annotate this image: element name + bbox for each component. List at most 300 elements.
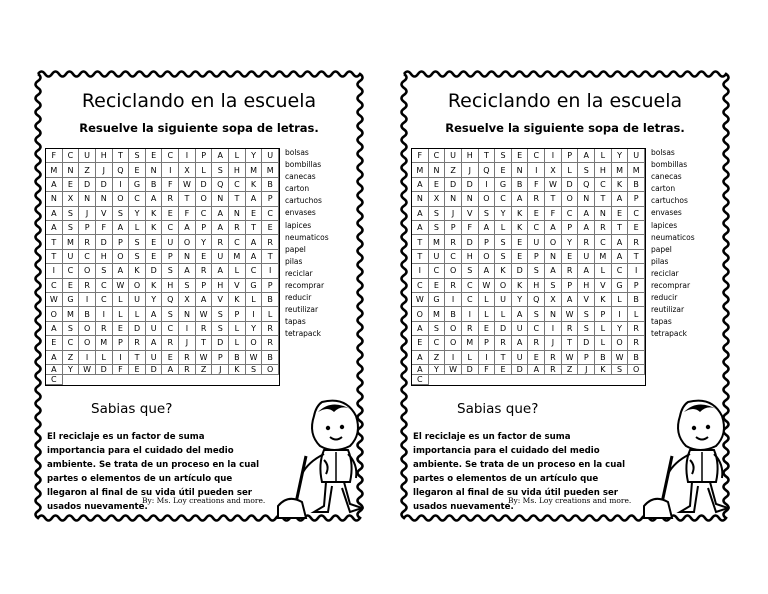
grid-cell: Y [129,207,146,221]
grid-cell: C [528,221,545,235]
grid-cell: X [429,192,446,206]
grid-cell: L [229,322,246,336]
grid-cell: R [262,235,279,249]
word-item: tapas [651,317,672,327]
grid-cell: K [595,293,612,307]
grid-cell: N [179,250,196,264]
grid-cell: L [595,322,612,336]
word-item: reutilizar [285,305,319,315]
grid-cell: I [612,307,629,321]
worksheet-title: Reciclando en la escuela [81,90,317,112]
grid-cell: A [479,264,496,278]
word-item: tetrapack [651,329,687,339]
grid-cell: Z [445,163,462,177]
grid-cell: A [612,192,629,206]
grid-cell: C [612,264,629,278]
word-item: lapices [285,220,312,230]
grid-cell: L [96,351,113,365]
grid-cell: T [562,336,579,350]
grid-cell: P [479,336,496,350]
grid-cell: P [479,235,496,249]
grid-cell: C [96,293,113,307]
grid-cell: O [479,192,496,206]
grid-cell: P [212,351,229,365]
grid-cell: C [246,264,263,278]
worksheet-subtitle: Resuelve la siguiente sopa de letras. [445,121,685,135]
grid-cell: D [129,322,146,336]
grid-cell: H [462,149,479,163]
grid-cell: A [412,207,429,221]
grid-cell: R [495,336,512,350]
grid-cell: K [146,221,163,235]
grid-cell: L [495,307,512,321]
grid-cell: W [246,351,263,365]
boy-with-broom-illustration [272,394,364,520]
grid-cell: R [562,264,579,278]
grid-cell: I [79,351,96,365]
grid-cell: P [578,351,595,365]
grid-cell: E [495,163,512,177]
grid-cell: F [528,178,545,192]
grid-cell: Y [512,293,529,307]
grid-cell: A [545,264,562,278]
grid-cell: W [113,279,130,293]
grid-cell: I [412,264,429,278]
grid-cell: W [79,365,96,375]
grid-cell: P [595,307,612,321]
grid-cell: M [429,307,446,321]
grid-cell: P [562,149,579,163]
grid-cell: J [179,336,196,350]
grid-cell: H [229,163,246,177]
grid-cell: W [412,293,429,307]
grid-cell: D [462,235,479,249]
grid-cell: Y [429,365,446,375]
grid-cell: U [212,250,229,264]
grid-cell: K [512,279,529,293]
grid-cell: C [595,235,612,249]
grid-cell: A [578,149,595,163]
grid-cell: E [146,250,163,264]
grid-cell: U [528,235,545,249]
did-you-know-heading: Sabias que? [457,401,539,417]
grid-cell: V [462,207,479,221]
grid-cell: B [79,307,96,321]
grid-cell: A [412,365,429,375]
grid-cell: Y [495,207,512,221]
grid-cell: F [545,207,562,221]
grid-cell: N [595,207,612,221]
grid-cell: N [63,163,80,177]
grid-cell: M [229,250,246,264]
grid-cell: A [612,235,629,249]
grid-cell: K [512,207,529,221]
grid-cell: S [612,365,629,375]
grid-cell: L [229,336,246,350]
grid-cell: I [179,322,196,336]
grid-cell: A [545,221,562,235]
grid-cell: P [196,221,213,235]
grid-cell: S [96,264,113,278]
grid-cell: C [196,207,213,221]
grid-cell: A [113,221,130,235]
grid-cell: E [129,365,146,375]
grid-cell: Q [528,293,545,307]
grid-cell: K [146,207,163,221]
grid-cell: S [179,279,196,293]
word-item: lapices [651,220,678,230]
did-you-know-heading: Sabias que? [91,401,173,417]
word-item: recomprar [651,281,691,291]
grid-cell: R [79,235,96,249]
grid-cell: V [212,293,229,307]
grid-cell: S [162,307,179,321]
grid-cell: D [79,178,96,192]
grid-cell: O [79,322,96,336]
grid-cell: M [63,307,80,321]
grid-cell: N [212,192,229,206]
grid-cell: O [129,279,146,293]
grid-cell: D [445,178,462,192]
grid-cell: E [113,322,130,336]
author-credit: By: Ms. Loy creations and more. [142,496,266,505]
grid-cell: A [512,192,529,206]
grid-cell: Y [562,235,579,249]
grid-cell: L [113,307,130,321]
grid-cell: L [562,163,579,177]
grid-cell: Q [578,178,595,192]
grid-cell: D [512,365,529,375]
grid-cell: O [495,279,512,293]
grid-cell: S [129,235,146,249]
grid-cell: M [46,163,63,177]
word-item: bombillas [651,160,688,170]
grid-cell: C [63,264,80,278]
grid-cell: M [246,163,263,177]
grid-cell: B [628,178,645,192]
grid-cell: E [63,178,80,192]
grid-cell: Q [162,293,179,307]
grid-cell: I [113,351,130,365]
grid-cell: W [179,178,196,192]
word-item: cartuchos [651,196,688,206]
grid-cell: C [129,192,146,206]
grid-cell: E [512,149,529,163]
grid-cell: L [229,149,246,163]
grid-cell: L [129,221,146,235]
grid-cell: U [628,149,645,163]
grid-cell: X [545,163,562,177]
grid-cell: B [628,351,645,365]
grid-cell: E [146,149,163,163]
grid-cell: N [429,163,446,177]
grid-cell: N [545,250,562,264]
grid-cell: W [562,307,579,321]
grid-cell: A [578,221,595,235]
grid-cell: N [512,163,529,177]
grid-cell: W [445,365,462,375]
grid-cell: A [162,365,179,375]
grid-cell: E [262,221,279,235]
grid-cell: K [229,365,246,375]
grid-cell: N [179,307,196,321]
worksheet-title: Reciclando en la escuela [447,90,683,112]
grid-cell: E [495,365,512,375]
grid-cell: X [63,192,80,206]
grid-cell: P [562,279,579,293]
grid-cell: C [562,207,579,221]
grid-cell: T [628,250,645,264]
grid-cell: S [578,307,595,321]
grid-cell: A [46,178,63,192]
grid-cell: S [246,365,263,375]
grid-cell: F [113,365,130,375]
grid-cell: T [46,250,63,264]
grid-cell: T [129,351,146,365]
grid-cell: V [96,207,113,221]
grid-cell: C [528,149,545,163]
grid-cell: E [146,235,163,249]
grid-cell: F [162,178,179,192]
grid-cell: I [246,307,263,321]
grid-cell: R [179,365,196,375]
grid-cell: M [462,336,479,350]
grid-cell: P [445,221,462,235]
grid-cell: W [545,178,562,192]
grid-cell: J [545,336,562,350]
grid-cell: D [196,178,213,192]
grid-cell: R [628,336,645,350]
grid-cell: U [445,149,462,163]
grid-cell: R [545,351,562,365]
grid-cell: I [545,149,562,163]
word-item: canecas [285,172,316,182]
worksheet-left [32,68,366,524]
grid-cell: A [46,221,63,235]
grid-cell: Z [63,351,80,365]
grid-cell: D [96,235,113,249]
grid-cell: I [528,163,545,177]
grid-cell: P [162,250,179,264]
grid-cell: E [562,250,579,264]
grid-cell: E [162,207,179,221]
grid-cell: R [79,279,96,293]
grid-cell: D [462,365,479,375]
grid-cell: I [179,149,196,163]
grid-cell: R [262,322,279,336]
grid-cell: A [512,307,529,321]
grid-cell: S [113,207,130,221]
grid-cell: F [46,149,63,163]
grid-cell: Y [246,149,263,163]
grid-cell: C [628,207,645,221]
grid-cell: E [528,207,545,221]
grid-cell: B [445,307,462,321]
grid-cell: K [246,178,263,192]
grid-cell: N [578,192,595,206]
grid-cell: L [479,307,496,321]
grid-cell: R [179,351,196,365]
grid-cell: R [212,235,229,249]
grid-cell: B [512,178,529,192]
grid-cell: B [262,293,279,307]
grid-cell: S [212,163,229,177]
grid-cell: R [462,322,479,336]
grid-cell: R [595,221,612,235]
grid-cell: C [63,336,80,350]
grid-cell: S [545,279,562,293]
grid-cell: A [179,264,196,278]
grid-cell: C [462,293,479,307]
grid-cell: E [429,178,446,192]
grid-cell: L [246,293,263,307]
grid-cell: Z [79,163,96,177]
grid-cell: T [246,221,263,235]
grid-cell: C [262,207,279,221]
grid-cell: O [196,192,213,206]
grid-cell: G [495,178,512,192]
grid-cell: M [96,336,113,350]
grid-cell: O [545,235,562,249]
grid-cell: L [229,264,246,278]
word-item: reciclar [285,268,313,278]
grid-cell: E [512,235,529,249]
grid-cell: O [445,264,462,278]
grid-cell: S [495,250,512,264]
grid-cell: V [229,279,246,293]
grid-cell: C [229,235,246,249]
grid-cell: E [512,250,529,264]
grid-cell: O [562,192,579,206]
worksheet-right [398,68,732,524]
grid-cell: A [146,307,163,321]
grid-cell: O [113,192,130,206]
word-item: cartuchos [285,196,322,206]
grid-cell: E [196,250,213,264]
grid-cell: O [246,336,263,350]
grid-cell: C [412,375,429,385]
word-item: tetrapack [285,329,321,339]
grid-cell: H [212,279,229,293]
word-item: pilas [285,256,303,266]
grid-cell: R [196,264,213,278]
grid-cell: A [578,264,595,278]
grid-cell: F [412,149,429,163]
grid-cell: R [528,336,545,350]
grid-cell: L [628,307,645,321]
grid-cell: Z [196,365,213,375]
grid-cell: C [445,250,462,264]
grid-cell: O [113,250,130,264]
grid-cell: P [628,279,645,293]
grid-cell: T [479,149,496,163]
grid-cell: A [46,322,63,336]
word-list [285,147,361,341]
word-item: bolsas [285,148,309,157]
grid-cell: C [495,192,512,206]
grid-cell: P [79,221,96,235]
grid-cell: O [479,250,496,264]
grid-cell: H [595,163,612,177]
grid-cell: K [146,279,163,293]
grid-cell: L [129,307,146,321]
grid-cell: A [246,250,263,264]
word-item: reutilizar [651,305,685,315]
grid-cell: D [495,322,512,336]
grid-cell: N [545,307,562,321]
grid-cell: A [412,322,429,336]
grid-cell: N [229,207,246,221]
grid-cell: S [462,264,479,278]
grid-cell: T [113,149,130,163]
grid-cell: E [246,207,263,221]
grid-cell: W [196,351,213,365]
grid-cell: Z [429,351,446,365]
grid-cell: S [212,307,229,321]
grid-cell: R [562,322,579,336]
word-item: reducir [651,293,678,303]
grid-cell: E [412,336,429,350]
grid-cell: M [628,163,645,177]
grid-cell: S [429,221,446,235]
grid-cell: M [612,163,629,177]
grid-cell: Z [562,365,579,375]
word-item: pilas [651,256,669,266]
word-search-grid [45,148,280,386]
grid-cell: G [63,293,80,307]
grid-cell: Q [479,163,496,177]
grid-cell: V [578,293,595,307]
grid-cell: R [445,279,462,293]
grid-cell: Q [113,163,130,177]
grid-cell: J [212,365,229,375]
grid-cell: N [79,192,96,206]
grid-cell: T [412,235,429,249]
grid-cell: N [445,192,462,206]
grid-cell: Y [196,235,213,249]
grid-cell: C [79,250,96,264]
word-item: carton [285,184,310,194]
grid-cell: A [113,264,130,278]
boy-with-broom-illustration [638,394,730,520]
grid-cell: A [479,221,496,235]
grid-cell: I [479,351,496,365]
grid-cell: B [595,351,612,365]
grid-cell: B [262,178,279,192]
grid-cell: C [429,149,446,163]
grid-cell: I [46,264,63,278]
grid-cell: B [229,351,246,365]
grid-cell: T [612,221,629,235]
grid-cell: T [495,351,512,365]
grid-cell: A [212,207,229,221]
grid-cell: M [63,235,80,249]
grid-cell: R [628,322,645,336]
grid-cell: O [445,336,462,350]
grid-cell: C [46,279,63,293]
grid-cell: L [595,149,612,163]
grid-cell: J [79,207,96,221]
grid-cell: E [628,221,645,235]
grid-cell: M [412,163,429,177]
grid-cell: E [612,207,629,221]
grid-cell: A [512,336,529,350]
grid-cell: A [412,221,429,235]
grid-cell: T [412,250,429,264]
grid-cell: Q [212,178,229,192]
grid-cell: I [545,322,562,336]
word-item: envases [651,208,682,218]
